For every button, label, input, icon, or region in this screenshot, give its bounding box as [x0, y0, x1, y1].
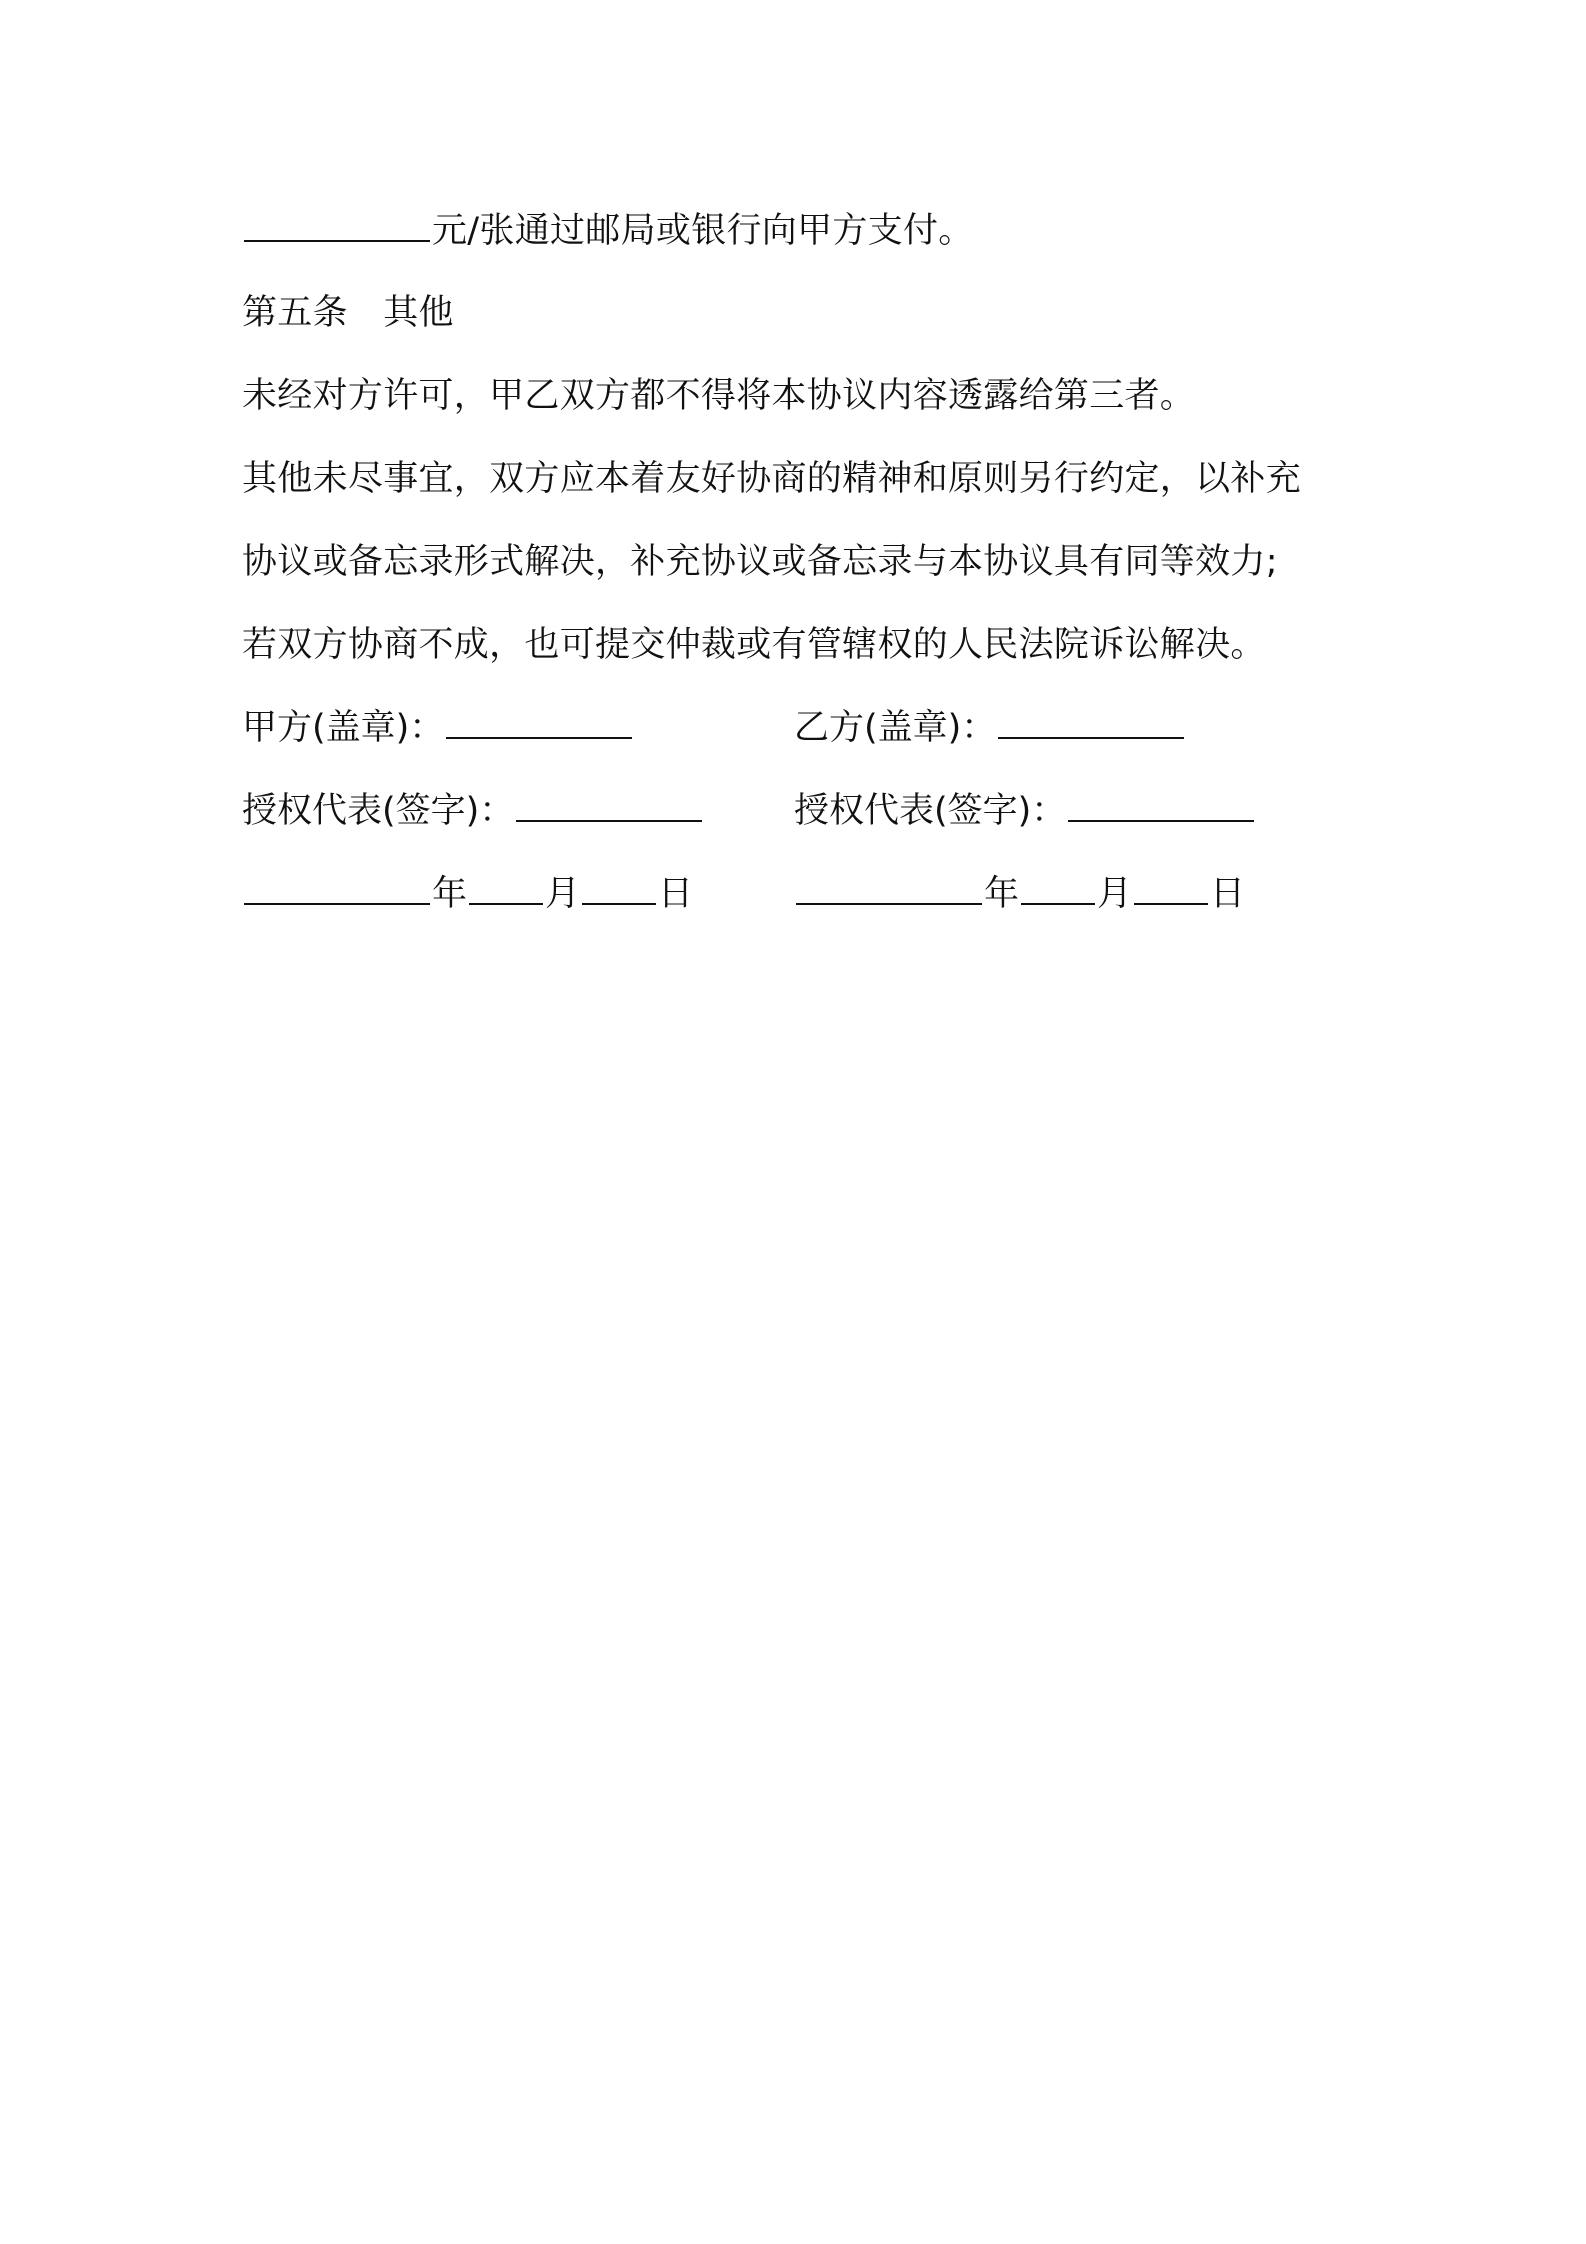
party-a-year-label: 年 [432, 874, 468, 914]
party-a-day-label: 日 [658, 874, 694, 914]
party-a-seal-blank [446, 705, 632, 739]
party-b-seal-row [794, 705, 1186, 751]
party-b-rep-label: 授权代表(签字)： [794, 791, 1067, 831]
party-b-rep-blank [1068, 788, 1254, 822]
party-b-month-blank [1021, 871, 1095, 905]
other-matters-line-1: 其他未尽事宜，双方应本着友好协商的精神和原则另行约定，以补充 [242, 459, 1302, 499]
confidentiality-clause: 未经对方许可，甲乙双方都不得将本协议内容透露给第三者。 [242, 376, 1196, 416]
party-b-seal-label: 乙方(盖章)： [794, 708, 997, 748]
party-b-day-blank [1134, 871, 1208, 905]
party-b-year-label: 年 [984, 874, 1020, 914]
party-a-year-blank [244, 871, 430, 905]
party-a-rep-row [242, 788, 704, 834]
party-a-month-blank [469, 871, 543, 905]
party-b-month-label: 月 [1097, 874, 1133, 914]
payment-amount-blank [244, 208, 430, 242]
party-a-seal-row [242, 705, 634, 751]
party-a-rep-label: 授权代表(签字)： [242, 791, 515, 831]
other-matters-line-3: 若双方协商不成，也可提交仲裁或有管辖权的人民法院诉讼解决。 [242, 625, 1266, 665]
party-b-day-label: 日 [1210, 874, 1246, 914]
party-a-date-row [242, 871, 693, 917]
article-heading: 第五条 其他 [242, 293, 454, 333]
party-a-month-label: 月 [545, 874, 581, 914]
party-a-seal-label: 甲方(盖章)： [242, 708, 445, 748]
party-b-rep-row [794, 788, 1256, 834]
party-a-day-blank [582, 871, 656, 905]
party-a-rep-blank [516, 788, 702, 822]
party-b-year-blank [796, 871, 982, 905]
payment-line [242, 208, 974, 254]
party-b-date-row [794, 871, 1245, 917]
other-matters-line-2: 协议或备忘录形式解决，补充协议或备忘录与本协议具有同等效力; [242, 542, 1278, 582]
party-b-seal-blank [998, 705, 1184, 739]
payment-line-text: 元/张通过邮局或银行向甲方支付。 [432, 211, 974, 251]
